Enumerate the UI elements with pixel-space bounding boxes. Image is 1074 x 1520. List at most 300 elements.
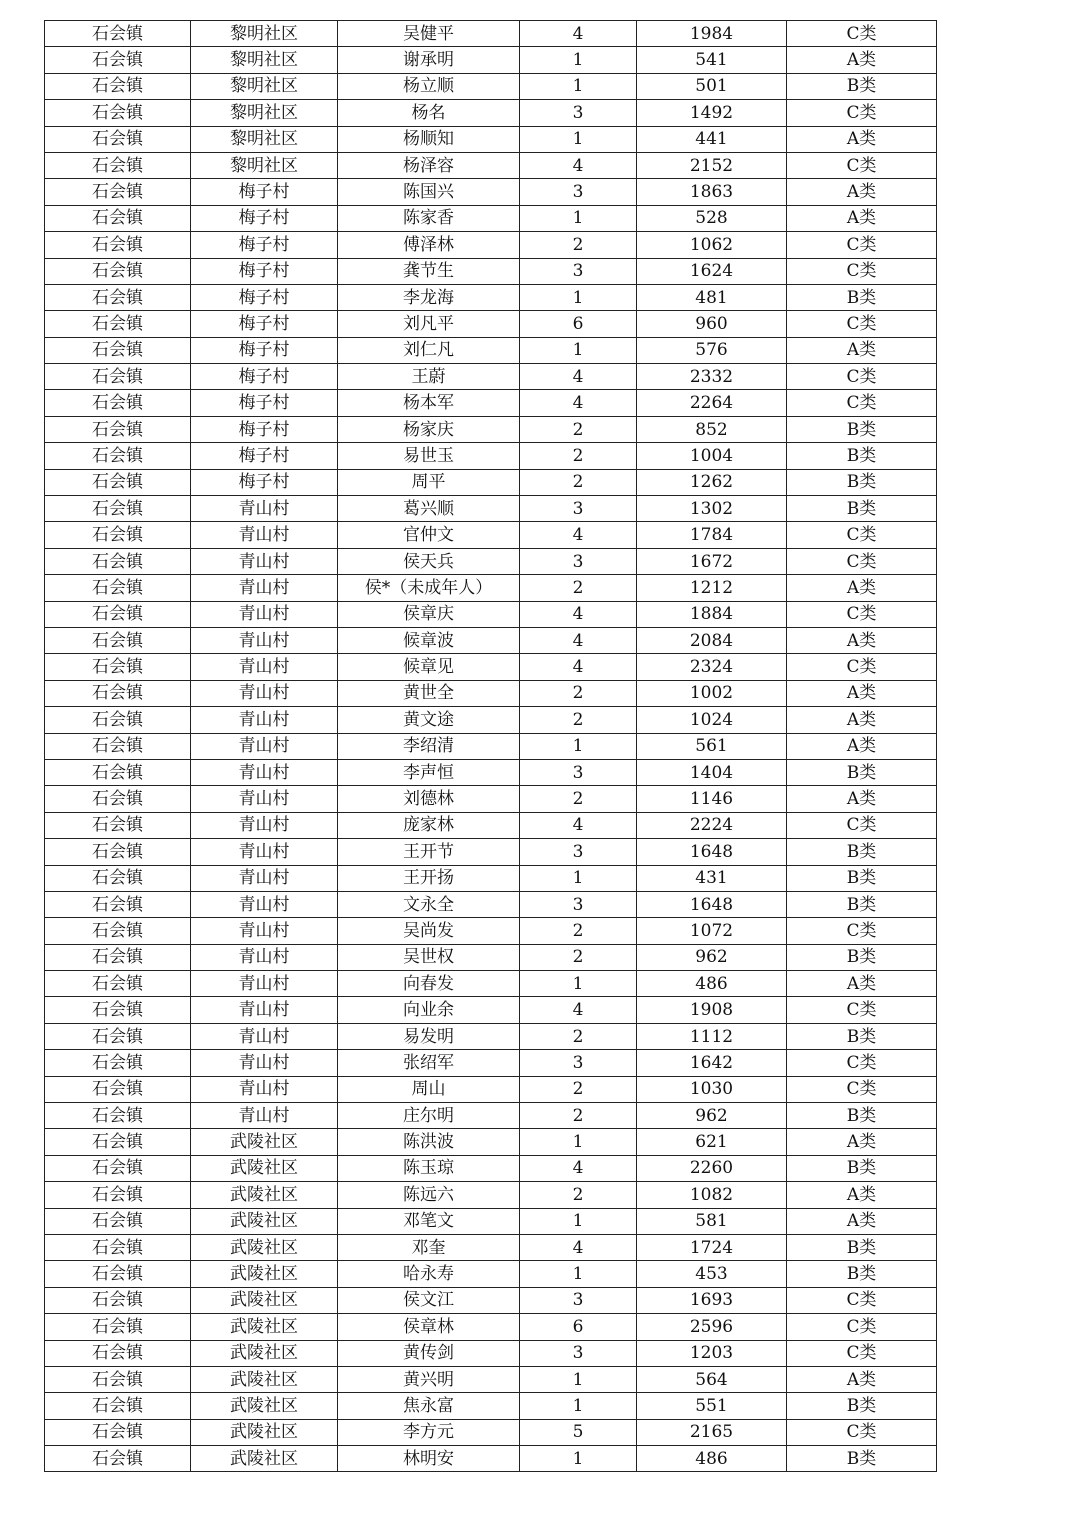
amount-cell: 960 (637, 311, 787, 337)
village-cell: 武陵社区 (191, 1208, 338, 1234)
amount-cell: 1262 (637, 469, 787, 495)
town-cell: 石会镇 (45, 786, 191, 812)
name-cell: 黄世全 (338, 680, 520, 706)
category-cell: C类 (787, 522, 937, 548)
household-size-cell: 1 (520, 284, 637, 310)
data-table (44, 20, 937, 1472)
village-cell: 武陵社区 (191, 1155, 338, 1181)
household-size-cell: 4 (520, 364, 637, 390)
village-cell: 武陵社区 (191, 1340, 338, 1366)
village-cell: 青山村 (191, 786, 338, 812)
village-cell: 梅子村 (191, 443, 338, 469)
town-cell: 石会镇 (45, 390, 191, 416)
household-size-cell: 6 (520, 311, 637, 337)
table-row (45, 1393, 937, 1419)
name-cell: 杨泽容 (338, 152, 520, 178)
name-cell: 李绍清 (338, 733, 520, 759)
name-cell: 王蔚 (338, 364, 520, 390)
household-size-cell: 2 (520, 575, 637, 601)
household-size-cell: 2 (520, 469, 637, 495)
town-cell: 石会镇 (45, 364, 191, 390)
town-cell: 石会镇 (45, 627, 191, 653)
amount-cell: 1002 (637, 680, 787, 706)
name-cell: 杨本军 (338, 390, 520, 416)
village-cell: 武陵社区 (191, 1314, 338, 1340)
category-cell: C类 (787, 1076, 937, 1102)
village-cell: 青山村 (191, 997, 338, 1023)
category-cell: C类 (787, 918, 937, 944)
table-row (45, 786, 937, 812)
household-size-cell: 3 (520, 258, 637, 284)
category-cell: A类 (787, 1129, 937, 1155)
amount-cell: 1082 (637, 1182, 787, 1208)
town-cell: 石会镇 (45, 707, 191, 733)
name-cell: 陈家香 (338, 205, 520, 231)
table-row (45, 918, 937, 944)
table-row (45, 680, 937, 706)
table-row (45, 496, 937, 522)
household-size-cell: 3 (520, 1340, 637, 1366)
amount-cell: 541 (637, 47, 787, 73)
name-cell: 官仲文 (338, 522, 520, 548)
village-cell: 黎明社区 (191, 152, 338, 178)
category-cell: A类 (787, 733, 937, 759)
town-cell: 石会镇 (45, 1103, 191, 1129)
town-cell: 石会镇 (45, 680, 191, 706)
table-row (45, 1103, 937, 1129)
name-cell: 李声恒 (338, 759, 520, 785)
amount-cell: 621 (637, 1129, 787, 1155)
table-row (45, 179, 937, 205)
table-row (45, 416, 937, 442)
table-row (45, 337, 937, 363)
village-cell: 黎明社区 (191, 21, 338, 47)
category-cell: B类 (787, 496, 937, 522)
town-cell: 石会镇 (45, 416, 191, 442)
amount-cell: 1030 (637, 1076, 787, 1102)
household-size-cell: 2 (520, 1076, 637, 1102)
village-cell: 青山村 (191, 627, 338, 653)
name-cell: 陈国兴 (338, 179, 520, 205)
household-size-cell: 4 (520, 152, 637, 178)
table-row (45, 364, 937, 390)
village-cell: 青山村 (191, 707, 338, 733)
town-cell: 石会镇 (45, 548, 191, 574)
household-size-cell: 1 (520, 337, 637, 363)
table-row (45, 1419, 937, 1445)
category-cell: A类 (787, 786, 937, 812)
amount-cell: 1984 (637, 21, 787, 47)
household-size-cell: 1 (520, 865, 637, 891)
table-row (45, 1050, 937, 1076)
name-cell: 杨名 (338, 100, 520, 126)
name-cell: 杨顺知 (338, 126, 520, 152)
name-cell: 黄传剑 (338, 1340, 520, 1366)
household-size-cell: 2 (520, 1023, 637, 1049)
table-row (45, 548, 937, 574)
village-cell: 梅子村 (191, 337, 338, 363)
category-cell: C类 (787, 997, 937, 1023)
town-cell: 石会镇 (45, 1314, 191, 1340)
town-cell: 石会镇 (45, 1050, 191, 1076)
category-cell: C类 (787, 152, 937, 178)
household-size-cell: 1 (520, 47, 637, 73)
amount-cell: 1724 (637, 1234, 787, 1260)
amount-cell: 1146 (637, 786, 787, 812)
name-cell: 葛兴顺 (338, 496, 520, 522)
village-cell: 青山村 (191, 654, 338, 680)
household-size-cell: 4 (520, 1155, 637, 1181)
village-cell: 梅子村 (191, 232, 338, 258)
category-cell: A类 (787, 1182, 937, 1208)
table-row (45, 1261, 937, 1287)
category-cell: A类 (787, 971, 937, 997)
name-cell: 文永全 (338, 891, 520, 917)
village-cell: 青山村 (191, 865, 338, 891)
category-cell: C类 (787, 654, 937, 680)
table-row (45, 601, 937, 627)
category-cell: B类 (787, 73, 937, 99)
name-cell: 李方元 (338, 1419, 520, 1445)
table-row (45, 1366, 937, 1392)
town-cell: 石会镇 (45, 575, 191, 601)
town-cell: 石会镇 (45, 258, 191, 284)
town-cell: 石会镇 (45, 1129, 191, 1155)
village-cell: 梅子村 (191, 284, 338, 310)
table-row (45, 100, 937, 126)
village-cell: 青山村 (191, 1023, 338, 1049)
table-row (45, 1340, 937, 1366)
name-cell: 侯*（未成年人） (338, 575, 520, 601)
household-size-cell: 1 (520, 1208, 637, 1234)
amount-cell: 1004 (637, 443, 787, 469)
amount-cell: 1884 (637, 601, 787, 627)
household-size-cell: 3 (520, 839, 637, 865)
name-cell: 刘德林 (338, 786, 520, 812)
town-cell: 石会镇 (45, 1155, 191, 1181)
town-cell: 石会镇 (45, 601, 191, 627)
name-cell: 候章见 (338, 654, 520, 680)
category-cell: C类 (787, 258, 937, 284)
amount-cell: 962 (637, 944, 787, 970)
household-size-cell: 3 (520, 179, 637, 205)
category-cell: B类 (787, 416, 937, 442)
amount-cell: 581 (637, 1208, 787, 1234)
category-cell: A类 (787, 680, 937, 706)
town-cell: 石会镇 (45, 496, 191, 522)
category-cell: B类 (787, 1261, 937, 1287)
name-cell: 李龙海 (338, 284, 520, 310)
name-cell: 林明安 (338, 1446, 520, 1472)
category-cell: B类 (787, 1155, 937, 1181)
household-size-cell: 4 (520, 1234, 637, 1260)
household-size-cell: 6 (520, 1314, 637, 1340)
amount-cell: 441 (637, 126, 787, 152)
amount-cell: 486 (637, 971, 787, 997)
name-cell: 哈永寿 (338, 1261, 520, 1287)
household-size-cell: 2 (520, 443, 637, 469)
table-body (45, 21, 937, 1472)
table-row (45, 311, 937, 337)
table-row (45, 1076, 937, 1102)
amount-cell: 1648 (637, 891, 787, 917)
household-size-cell: 4 (520, 522, 637, 548)
household-size-cell: 2 (520, 786, 637, 812)
village-cell: 青山村 (191, 1103, 338, 1129)
village-cell: 武陵社区 (191, 1182, 338, 1208)
category-cell: C类 (787, 1419, 937, 1445)
table-row (45, 152, 937, 178)
amount-cell: 1693 (637, 1287, 787, 1313)
table-row (45, 1314, 937, 1340)
category-cell: B类 (787, 1446, 937, 1472)
village-cell: 青山村 (191, 522, 338, 548)
town-cell: 石会镇 (45, 1234, 191, 1260)
village-cell: 梅子村 (191, 364, 338, 390)
name-cell: 吴健平 (338, 21, 520, 47)
category-cell: C类 (787, 812, 937, 838)
amount-cell: 2260 (637, 1155, 787, 1181)
name-cell: 王开扬 (338, 865, 520, 891)
category-cell: C类 (787, 1050, 937, 1076)
amount-cell: 1212 (637, 575, 787, 601)
town-cell: 石会镇 (45, 733, 191, 759)
table-row (45, 1129, 937, 1155)
amount-cell: 564 (637, 1366, 787, 1392)
household-size-cell: 2 (520, 1182, 637, 1208)
name-cell: 周山 (338, 1076, 520, 1102)
table-row (45, 865, 937, 891)
category-cell: C类 (787, 548, 937, 574)
household-size-cell: 2 (520, 416, 637, 442)
table-row (45, 627, 937, 653)
category-cell: C类 (787, 232, 937, 258)
amount-cell: 1024 (637, 707, 787, 733)
town-cell: 石会镇 (45, 1261, 191, 1287)
category-cell: B类 (787, 1023, 937, 1049)
village-cell: 梅子村 (191, 416, 338, 442)
amount-cell: 1672 (637, 548, 787, 574)
village-cell: 青山村 (191, 1076, 338, 1102)
household-size-cell: 1 (520, 971, 637, 997)
household-size-cell: 4 (520, 654, 637, 680)
name-cell: 侯章庆 (338, 601, 520, 627)
table-row (45, 126, 937, 152)
name-cell: 杨家庆 (338, 416, 520, 442)
household-size-cell: 4 (520, 390, 637, 416)
table-row (45, 575, 937, 601)
table-row (45, 47, 937, 73)
name-cell: 吴尚发 (338, 918, 520, 944)
name-cell: 邓奎 (338, 1234, 520, 1260)
name-cell: 向业余 (338, 997, 520, 1023)
category-cell: C类 (787, 601, 937, 627)
household-size-cell: 5 (520, 1419, 637, 1445)
household-size-cell: 2 (520, 1103, 637, 1129)
household-size-cell: 4 (520, 997, 637, 1023)
town-cell: 石会镇 (45, 232, 191, 258)
town-cell: 石会镇 (45, 284, 191, 310)
village-cell: 青山村 (191, 839, 338, 865)
town-cell: 石会镇 (45, 179, 191, 205)
table-row (45, 654, 937, 680)
name-cell: 黄文途 (338, 707, 520, 733)
town-cell: 石会镇 (45, 1393, 191, 1419)
household-size-cell: 2 (520, 680, 637, 706)
amount-cell: 1203 (637, 1340, 787, 1366)
category-cell: C类 (787, 21, 937, 47)
category-cell: A类 (787, 575, 937, 601)
name-cell: 侯天兵 (338, 548, 520, 574)
table-row (45, 1287, 937, 1313)
category-cell: A类 (787, 1366, 937, 1392)
category-cell: A类 (787, 205, 937, 231)
table-row (45, 891, 937, 917)
village-cell: 青山村 (191, 575, 338, 601)
name-cell: 龚节生 (338, 258, 520, 284)
category-cell: B类 (787, 1234, 937, 1260)
village-cell: 黎明社区 (191, 126, 338, 152)
town-cell: 石会镇 (45, 152, 191, 178)
village-cell: 黎明社区 (191, 73, 338, 99)
village-cell: 青山村 (191, 759, 338, 785)
household-size-cell: 3 (520, 759, 637, 785)
village-cell: 青山村 (191, 891, 338, 917)
name-cell: 焦永富 (338, 1393, 520, 1419)
table-row (45, 812, 937, 838)
household-size-cell: 4 (520, 601, 637, 627)
table-row (45, 759, 937, 785)
amount-cell: 528 (637, 205, 787, 231)
amount-cell: 2596 (637, 1314, 787, 1340)
table-row (45, 1446, 937, 1472)
household-size-cell: 1 (520, 733, 637, 759)
name-cell: 周平 (338, 469, 520, 495)
category-cell: A类 (787, 707, 937, 733)
household-size-cell: 3 (520, 100, 637, 126)
amount-cell: 962 (637, 1103, 787, 1129)
amount-cell: 2332 (637, 364, 787, 390)
category-cell: C类 (787, 1340, 937, 1366)
amount-cell: 2324 (637, 654, 787, 680)
amount-cell: 1648 (637, 839, 787, 865)
table-row (45, 1023, 937, 1049)
village-cell: 黎明社区 (191, 47, 338, 73)
household-size-cell: 1 (520, 1366, 637, 1392)
amount-cell: 561 (637, 733, 787, 759)
village-cell: 武陵社区 (191, 1446, 338, 1472)
category-cell: A类 (787, 337, 937, 363)
town-cell: 石会镇 (45, 891, 191, 917)
town-cell: 石会镇 (45, 443, 191, 469)
table-row (45, 1234, 937, 1260)
name-cell: 刘仁凡 (338, 337, 520, 363)
town-cell: 石会镇 (45, 126, 191, 152)
table-row (45, 1182, 937, 1208)
village-cell: 梅子村 (191, 179, 338, 205)
table-row (45, 971, 937, 997)
village-cell: 青山村 (191, 971, 338, 997)
town-cell: 石会镇 (45, 971, 191, 997)
category-cell: C类 (787, 1287, 937, 1313)
category-cell: B类 (787, 759, 937, 785)
village-cell: 武陵社区 (191, 1419, 338, 1445)
village-cell: 武陵社区 (191, 1287, 338, 1313)
amount-cell: 453 (637, 1261, 787, 1287)
town-cell: 石会镇 (45, 337, 191, 363)
town-cell: 石会镇 (45, 1023, 191, 1049)
category-cell: B类 (787, 1103, 937, 1129)
town-cell: 石会镇 (45, 1076, 191, 1102)
village-cell: 青山村 (191, 733, 338, 759)
amount-cell: 486 (637, 1446, 787, 1472)
category-cell: B类 (787, 839, 937, 865)
table-row (45, 1208, 937, 1234)
category-cell: C类 (787, 1314, 937, 1340)
amount-cell: 2084 (637, 627, 787, 653)
village-cell: 青山村 (191, 944, 338, 970)
category-cell: B类 (787, 944, 937, 970)
category-cell: A类 (787, 47, 937, 73)
category-cell: A类 (787, 179, 937, 205)
town-cell: 石会镇 (45, 1366, 191, 1392)
town-cell: 石会镇 (45, 47, 191, 73)
category-cell: C类 (787, 364, 937, 390)
table-row (45, 205, 937, 231)
town-cell: 石会镇 (45, 1287, 191, 1313)
town-cell: 石会镇 (45, 522, 191, 548)
table-row (45, 232, 937, 258)
town-cell: 石会镇 (45, 73, 191, 99)
amount-cell: 1404 (637, 759, 787, 785)
household-size-cell: 4 (520, 627, 637, 653)
table-row (45, 522, 937, 548)
table-row (45, 469, 937, 495)
amount-cell: 481 (637, 284, 787, 310)
town-cell: 石会镇 (45, 469, 191, 495)
category-cell: A类 (787, 126, 937, 152)
amount-cell: 1908 (637, 997, 787, 1023)
table-row (45, 73, 937, 99)
name-cell: 陈玉琼 (338, 1155, 520, 1181)
name-cell: 候章波 (338, 627, 520, 653)
village-cell: 青山村 (191, 680, 338, 706)
name-cell: 黄兴明 (338, 1366, 520, 1392)
household-size-cell: 4 (520, 21, 637, 47)
household-size-cell: 1 (520, 205, 637, 231)
village-cell: 青山村 (191, 1050, 338, 1076)
name-cell: 王开节 (338, 839, 520, 865)
household-size-cell: 1 (520, 1129, 637, 1155)
household-size-cell: 2 (520, 944, 637, 970)
village-cell: 武陵社区 (191, 1393, 338, 1419)
village-cell: 黎明社区 (191, 100, 338, 126)
village-cell: 武陵社区 (191, 1366, 338, 1392)
table-row (45, 997, 937, 1023)
category-cell: C类 (787, 100, 937, 126)
amount-cell: 576 (637, 337, 787, 363)
amount-cell: 2165 (637, 1419, 787, 1445)
category-cell: C类 (787, 311, 937, 337)
town-cell: 石会镇 (45, 812, 191, 838)
name-cell: 邓笔文 (338, 1208, 520, 1234)
household-size-cell: 3 (520, 496, 637, 522)
town-cell: 石会镇 (45, 759, 191, 785)
amount-cell: 1863 (637, 179, 787, 205)
name-cell: 陈洪波 (338, 1129, 520, 1155)
amount-cell: 1642 (637, 1050, 787, 1076)
amount-cell: 1624 (637, 258, 787, 284)
